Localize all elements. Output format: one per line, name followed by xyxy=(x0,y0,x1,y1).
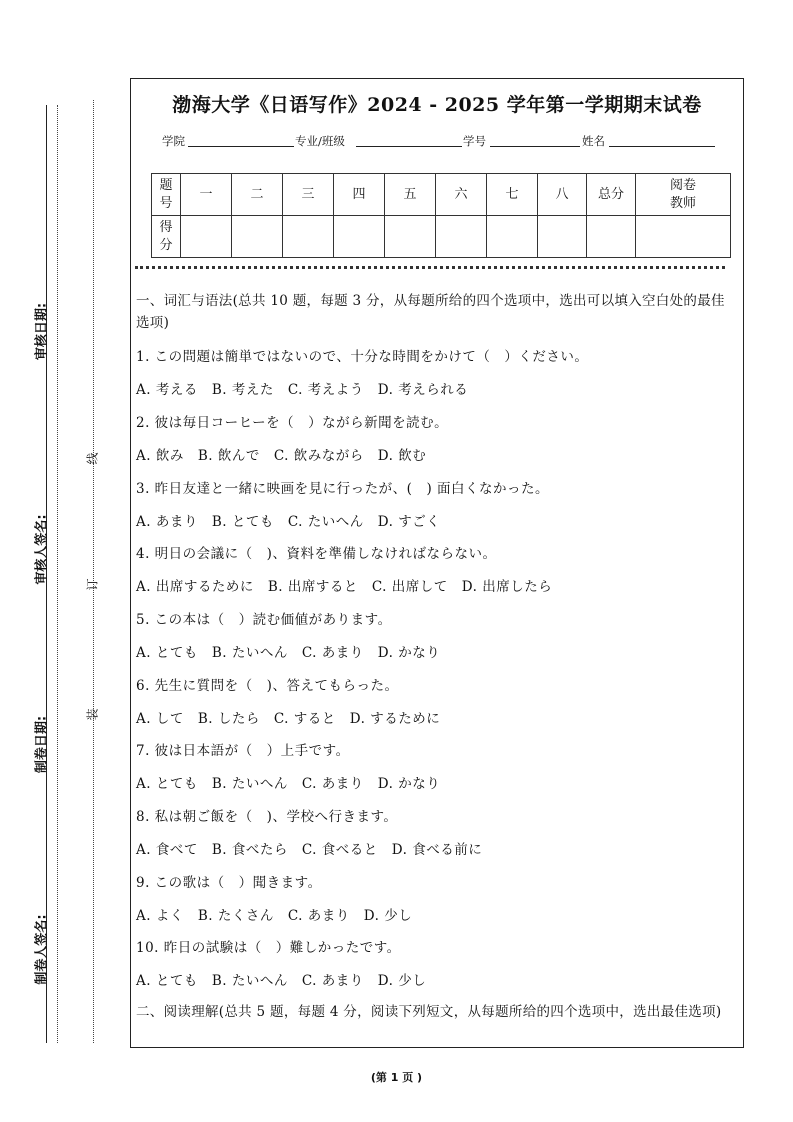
binding-dotted-line xyxy=(93,100,94,1043)
question-1: 1. この問題は簡単ではないので、十分な時間をかけて（ ）ください。 xyxy=(136,349,589,365)
score-col: 三 xyxy=(283,174,334,216)
exam-title: 渤海大学《日语写作》2024 - 2025 学年第一学期期末试卷 xyxy=(172,94,702,116)
options-7: A. とても B. たいへん C. あまり D. かなり xyxy=(136,776,441,792)
section1-heading: 一、词汇与语法(总共 10 题，每题 3 分，从每题所给的四个选项中，选出可以填入空白处的最佳选项) xyxy=(136,293,725,331)
score-cell[interactable] xyxy=(587,216,636,258)
score-table xyxy=(151,173,731,258)
options-10: A. とても B. たいへん C. あまり D. 少し xyxy=(136,973,427,989)
score-cell[interactable] xyxy=(385,216,436,258)
options-6: A. して B. したら C. すると D. するために xyxy=(136,711,441,727)
field-college-label: 学院 xyxy=(162,134,185,148)
options-9: A. よく B. たくさん C. あまり D. 少し xyxy=(136,908,413,924)
options-4: A. 出席するために B. 出席すると C. 出席して D. 出席したら xyxy=(136,579,553,595)
question-8: 8. 私は朝ご飯を（ )、学校へ行きます。 xyxy=(136,809,398,825)
score-cell[interactable] xyxy=(283,216,334,258)
binding-dotted-line xyxy=(57,105,58,1043)
question-2: 2. 彼は毎日コーヒーを（ ）ながら新聞を読む。 xyxy=(136,415,449,431)
score-cell[interactable] xyxy=(334,216,385,258)
field-id-line[interactable] xyxy=(490,146,580,147)
binding-mark-xian: 线 xyxy=(85,452,100,465)
score-cell[interactable] xyxy=(232,216,283,258)
score-cell[interactable] xyxy=(487,216,538,258)
options-3: A. あまり B. とても C. たいへん D. すごく xyxy=(136,514,441,530)
options-1: A. 考える B. 考えた C. 考えよう D. 考えられる xyxy=(136,382,469,398)
options-8: A. 食べて B. 食べたら C. 食べると D. 食べる前に xyxy=(136,842,483,858)
field-major-label: 专业/班级 xyxy=(295,134,345,148)
options-2: A. 飲み B. 飲んで C. 飲みながら D. 飲む xyxy=(136,448,427,464)
dotted-separator xyxy=(135,266,725,269)
options-5: A. とても B. たいへん C. あまり D. かなり xyxy=(136,645,441,661)
binding-mark-ding: 订 xyxy=(85,578,100,591)
binding-mark-zhuang: 装 xyxy=(85,708,100,721)
field-name-line[interactable] xyxy=(609,146,715,147)
score-col: 二 xyxy=(232,174,283,216)
field-name-label: 姓名 xyxy=(582,134,605,148)
score-col: 四 xyxy=(334,174,385,216)
section2-heading: 二、阅读理解(总共 5 题，每题 4 分，阅读下列短文，从每题所给的四个选项中，选出最佳选项) xyxy=(136,1004,722,1020)
score-cell[interactable] xyxy=(436,216,487,258)
score-col-total: 总分 xyxy=(587,174,636,216)
score-row-header: 题号 xyxy=(152,174,181,216)
score-col-grader: 阅卷教师 xyxy=(636,174,731,216)
score-col: 五 xyxy=(385,174,436,216)
score-col: 八 xyxy=(538,174,587,216)
reviewer-signature-label: 审核人签名: xyxy=(34,514,50,585)
score-cell[interactable] xyxy=(538,216,587,258)
review-date-label: 审核日期: xyxy=(34,302,50,361)
exam-date-label: 制卷日期: xyxy=(34,715,50,774)
score-cell[interactable] xyxy=(636,216,731,258)
question-5: 5. この本は（ ）読む価値があります。 xyxy=(136,612,392,628)
score-col: 七 xyxy=(487,174,538,216)
field-id-label: 学号 xyxy=(463,134,486,148)
question-10: 10. 昨日の試験は（ ）難しかったです。 xyxy=(136,940,401,956)
question-4: 4. 明日の会議に（ )、資料を準備しなければならない。 xyxy=(136,546,497,562)
question-3: 3. 昨日友達と一緒に映画を見に行ったが、( ) 面白くなかった。 xyxy=(136,481,549,497)
score-col: 六 xyxy=(436,174,487,216)
field-college-line[interactable] xyxy=(188,146,294,147)
page-number: (第 1 页 ) xyxy=(370,1071,423,1084)
field-major-line[interactable] xyxy=(356,146,462,147)
score-col: 一 xyxy=(181,174,232,216)
score-row-header: 得分 xyxy=(152,216,181,258)
question-7: 7. 彼は日本語が（ ）上手です。 xyxy=(136,743,350,759)
question-9: 9. この歌は（ ）聞きます。 xyxy=(136,875,322,891)
question-6: 6. 先生に質問を（ )、答えてもらった。 xyxy=(136,678,399,694)
score-cell[interactable] xyxy=(181,216,232,258)
author-signature-label: 制卷人签名: xyxy=(34,914,50,985)
